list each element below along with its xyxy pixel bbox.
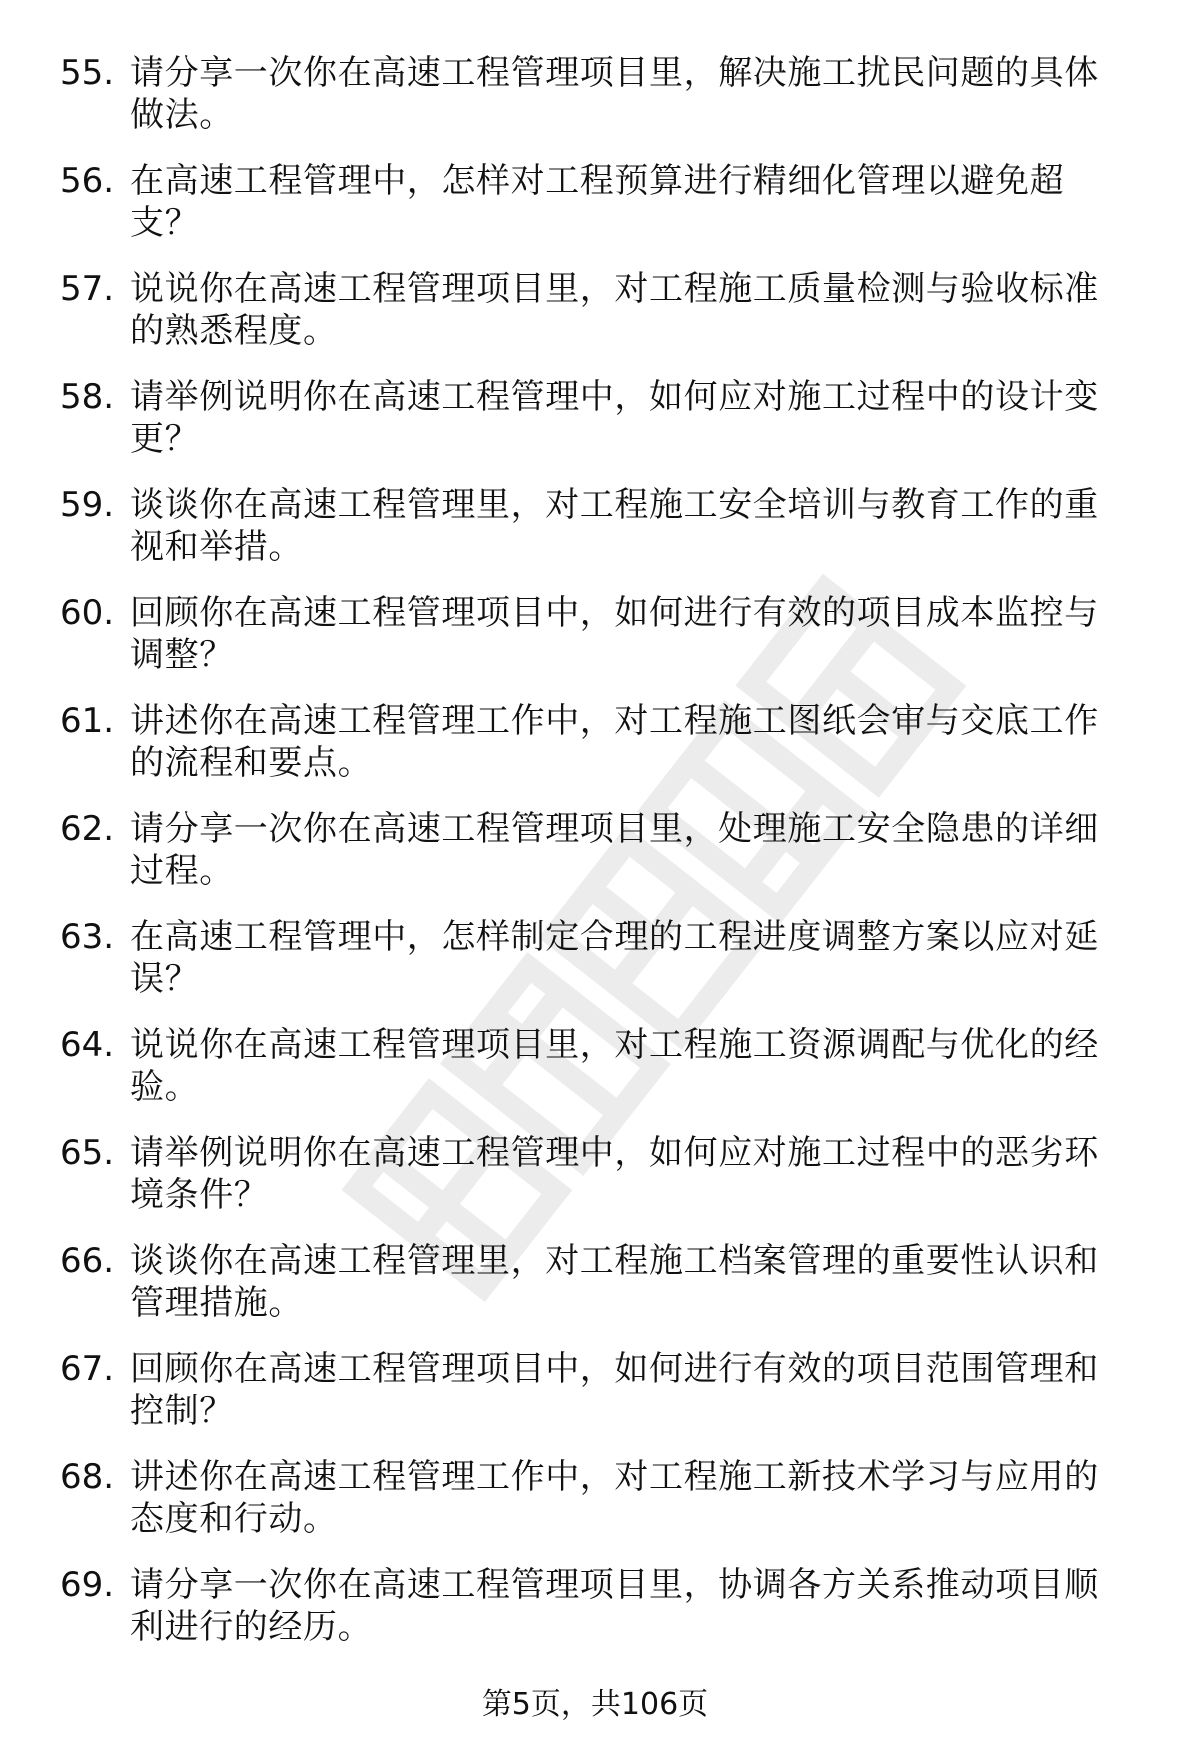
question-number: 66. [60, 1241, 115, 1281]
question-number: 63. [60, 917, 115, 957]
question-item [60, 1132, 1150, 1240]
question-text: 谈谈你在高速工程管理里，对工程施工档案管理的重要性认识和管理措施。 [130, 1241, 1099, 1323]
question-text: 请举例说明你在高速工程管理中，如何应对施工过程中的恶劣环境条件？ [130, 1133, 1099, 1215]
question-text: 回顾你在高速工程管理项目中，如何进行有效的项目成本监控与调整？ [130, 593, 1099, 675]
question-number: 60. [60, 593, 115, 633]
question-text: 讲述你在高速工程管理工作中，对工程施工图纸会审与交底工作的流程和要点。 [130, 701, 1099, 783]
question-number: 64. [60, 1025, 115, 1065]
question-number: 58. [60, 377, 115, 417]
question-text: 讲述你在高速工程管理工作中，对工程施工新技术学习与应用的态度和行动。 [130, 1457, 1099, 1539]
question-text: 请分享一次你在高速工程管理项目里，处理施工安全隐患的详细过程。 [130, 809, 1099, 891]
question-item [60, 1024, 1150, 1132]
question-item [60, 916, 1150, 1024]
question-text: 谈谈你在高速工程管理里，对工程施工安全培训与教育工作的重视和举措。 [130, 485, 1099, 567]
question-text: 说说你在高速工程管理项目里，对工程施工质量检测与验收标准的熟悉程度。 [130, 269, 1099, 351]
question-number: 69. [60, 1565, 115, 1605]
question-number: 61. [60, 701, 115, 741]
question-item [60, 592, 1150, 700]
question-text: 请举例说明你在高速工程管理中，如何应对施工过程中的设计变更？ [130, 377, 1099, 459]
question-item [60, 376, 1150, 484]
question-item [60, 1456, 1150, 1564]
question-number: 56. [60, 161, 115, 201]
question-text: 回顾你在高速工程管理项目中，如何进行有效的项目范围管理和控制？ [130, 1349, 1099, 1431]
question-item [60, 52, 1150, 160]
question-number: 55. [60, 53, 115, 93]
question-number: 59. [60, 485, 115, 525]
question-text: 请分享一次你在高速工程管理项目里，协调各方关系推动项目顺利进行的经历。 [130, 1565, 1099, 1647]
question-text: 在高速工程管理中，怎样制定合理的工程进度调整方案以应对延误？ [130, 917, 1099, 999]
question-item [60, 268, 1150, 376]
question-text: 说说你在高速工程管理项目里，对工程施工资源调配与优化的经验。 [130, 1025, 1099, 1107]
page-number: 第5页，共106页 [481, 1687, 709, 1722]
question-text: 在高速工程管理中，怎样对工程预算进行精细化管理以避免超支？ [130, 161, 1065, 243]
question-item [60, 700, 1150, 808]
question-number: 67. [60, 1349, 115, 1389]
question-item [60, 808, 1150, 916]
question-item [60, 1564, 1150, 1672]
question-number: 68. [60, 1457, 115, 1497]
question-list [60, 52, 1150, 1672]
question-item [60, 1348, 1150, 1456]
question-text: 请分享一次你在高速工程管理项目里，解决施工扰民问题的具体做法。 [130, 53, 1099, 135]
question-number: 57. [60, 269, 115, 309]
question-item [60, 484, 1150, 592]
question-number: 65. [60, 1133, 115, 1173]
question-number: 62. [60, 809, 115, 849]
question-item [60, 1240, 1150, 1348]
question-item [60, 160, 1150, 268]
